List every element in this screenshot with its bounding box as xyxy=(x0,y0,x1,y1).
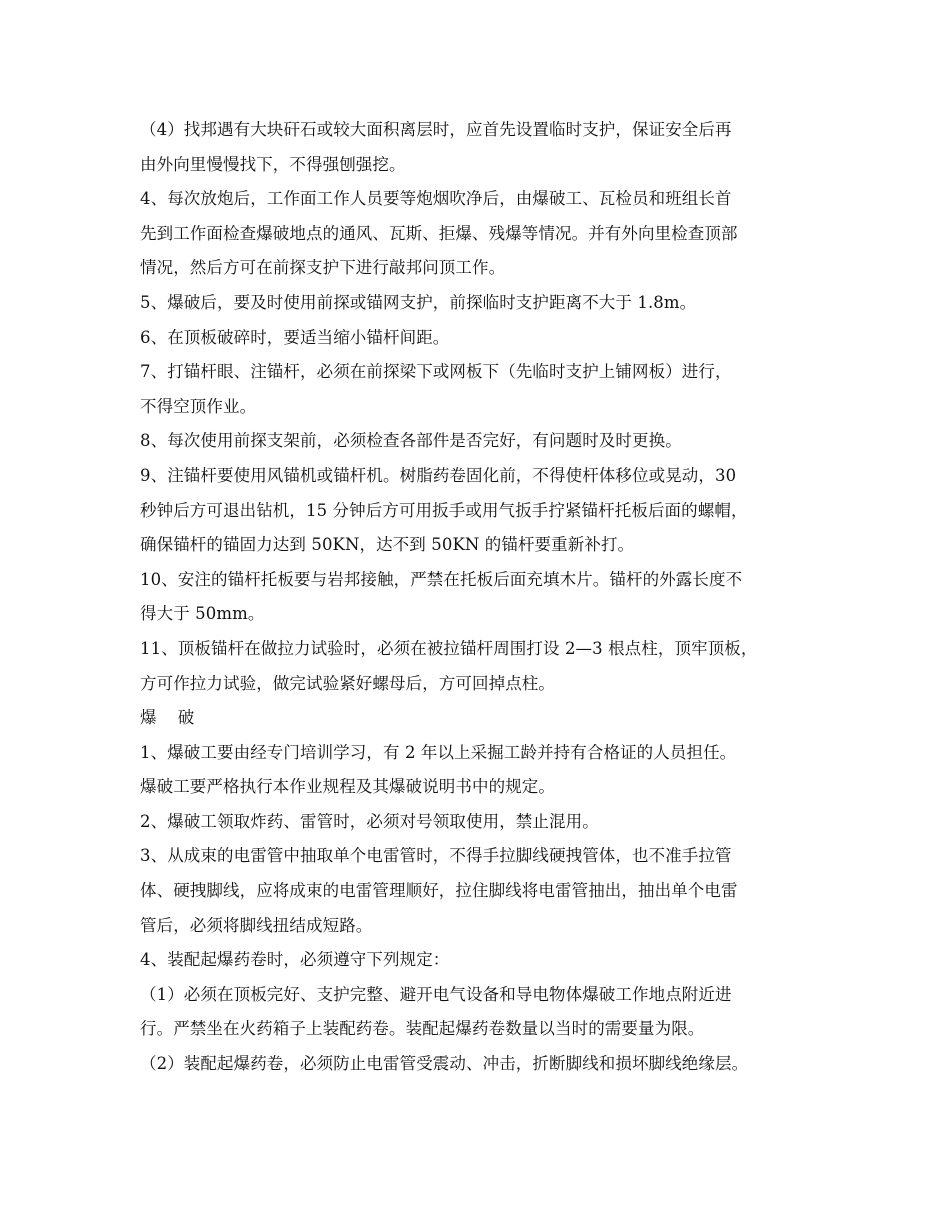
paragraph-line: 得大于 50mm。 xyxy=(140,604,265,624)
paragraph-line: 方可作拉力试验，做完试验紧好螺母后，方可回掉点柱。 xyxy=(140,673,555,693)
paragraph-line: 秒钟后方可退出钻机，15 分钟后方可用扳手或用气扳手拧紧锚杆托板后面的螺帽， xyxy=(140,500,748,520)
paragraph-line: 不得空顶作业。 xyxy=(140,396,257,416)
paragraph-line: 3、从成束的电雷管中抽取单个电雷管时，不得手拉脚线硬拽管体，也不准手拉管 xyxy=(140,846,732,866)
paragraph-line: 1、爆破工要由经专门培训学习，有 2 年以上采掘工龄并持有合格证的人员担任。 xyxy=(140,742,737,762)
paragraph-line: 确保锚杆的锚固力达到 50KN，达不到 50KN 的锚杆要重新补打。 xyxy=(140,535,635,555)
paragraph-line: 4、每次放炮后，工作面工作人员要等炮烟吹净后，由爆破工、瓦检员和班组长首 xyxy=(140,189,732,209)
paragraph-line: （1）必须在顶板完好、支护完整、避开电气设备和导电物体爆破工作地点附近进 xyxy=(140,984,732,1004)
paragraph-line: 4、装配起爆药卷时，必须遵守下列规定： xyxy=(140,950,450,970)
paragraph-line: （2）装配起爆药卷，必须防止电雷管受震动、冲击，折断脚线和损坏脚线绝缘层。 xyxy=(140,1054,749,1074)
paragraph-line: 6、在顶板破碎时，要适当缩小锚杆间距。 xyxy=(140,327,450,347)
paragraph-line: 11、顶板锚杆在做拉力试验时，必须在被拉锚杆周围打设 2—3 根点柱，顶牢顶板， xyxy=(140,638,758,658)
paragraph-line: 先到工作面检查爆破地点的通风、瓦斯、拒爆、残爆等情况。并有外向里检查顶部 xyxy=(140,223,738,243)
paragraph-line: 管后，必须将脚线扭结成短路。 xyxy=(140,915,373,935)
document-body xyxy=(140,113,812,1082)
section-heading: 爆 破 xyxy=(140,708,203,728)
paragraph-line: 9、注锚杆要使用风锚机或锚杆机。树脂药卷固化前，不得使杆体移位或晃动，30 xyxy=(140,465,737,485)
paragraph-line: 8、每次使用前探支架前，必须检查各部件是否完好，有问题时及时更换。 xyxy=(140,431,682,451)
paragraph-line: （4）找邦遇有大块矸石或较大面积离层时，应首先设置临时支护，保证安全后再 xyxy=(140,120,732,139)
paragraph-line: 情况，然后方可在前探支护下进行敲邦问顶工作。 xyxy=(140,258,506,278)
paragraph-line: 爆破工要严格执行本作业规程及其爆破说明书中的规定。 xyxy=(140,777,555,797)
paragraph-line: 2、爆破工领取炸药、雷管时，必须对号领取使用，禁止混用。 xyxy=(140,811,599,831)
paragraph-line: 由外向里慢慢找下，不得强刨强挖。 xyxy=(140,154,406,174)
paragraph-line: 行。严禁坐在火药箱子上装配药卷。装配起爆药卷数量以当时的需要量为限。 xyxy=(140,1019,705,1039)
paragraph-line: 体、硬拽脚线，应将成束的电雷管理顺好，拉住脚线将电雷管抽出，抽出单个电雷 xyxy=(140,881,738,901)
paragraph-line: 10、安注的锚杆托板要与岩邦接触，严禁在托板后面充填木片。锚杆的外露长度不 xyxy=(140,569,743,589)
paragraph-line: 5、爆破后，要及时使用前探或锚网支护，前探临时支护距离不大于 1.8m。 xyxy=(140,292,697,312)
paragraph-line: 7、打锚杆眼、注锚杆，必须在前探梁下或网板下（先临时支护上铺网板）进行， xyxy=(140,362,732,382)
